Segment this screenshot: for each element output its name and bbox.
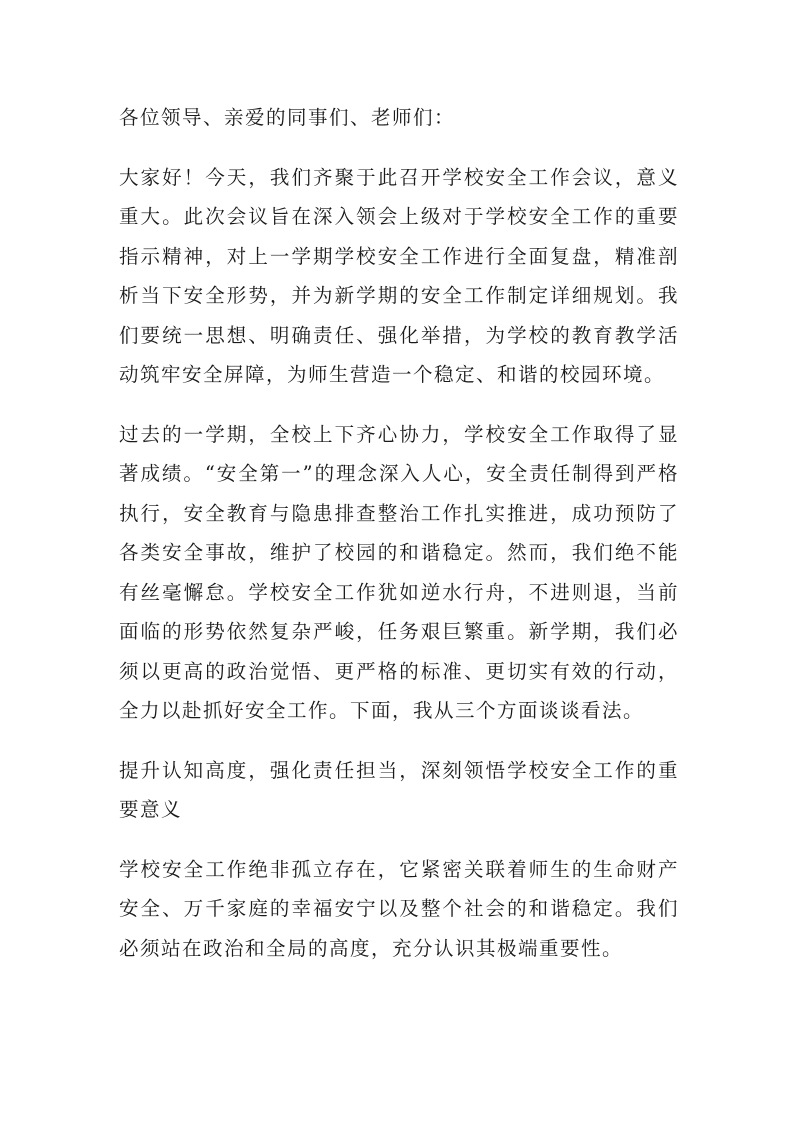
paragraph-opening: 大家好！今天，我们齐聚于此召开学校安全工作会议，意义重大。此次会议旨在深入领会上级对于学校安全工作的重要指示精神，对上一学期学校安全工作进行全面复盘，精准剖析当下安全形势，并为新学期的安全工作制定详细规划。我们要统一思想、明确责任、强化举措，为学校的教育教学活动筑牢安全屏障，为师生营造一个稳定、和谐的校园环境。	[119, 165, 679, 386]
document-page	[119, 98, 679, 988]
section-heading: 提升认知高度，强化责任担当，深刻领悟学校安全工作的重要意义	[119, 758, 679, 821]
paragraph-importance: 学校安全工作绝非孤立存在，它紧密关联着师生的生命财产安全、万千家庭的幸福安宁以及整个社会的和谐稳定。我们必须站在政治和全局的高度，充分认识其极端重要性。	[119, 857, 679, 960]
greeting-line: 各位领导、亲爱的同事们、老师们：	[119, 106, 456, 129]
paragraph-review: 过去的一学期，全校上下齐心协力，学校安全工作取得了显著成绩。“安全第一”的理念深入人心，安全责任制得到严格执行，安全教育与隐患排查整治工作扎实推进，成功预防了各类安全事故，维护了校园的和谐稳定。然而，我们绝不能有丝毫懈怠。学校安全工作犹如逆水行舟，不进则退，当前面临的形势依然复杂严峻，任务艰巨繁重。新学期，我们必须以更高的政治觉悟、更严格的标准、更切实有效的行动，全力以赴抓好安全工作。下面，我从三个方面谈谈看法。	[119, 422, 679, 722]
